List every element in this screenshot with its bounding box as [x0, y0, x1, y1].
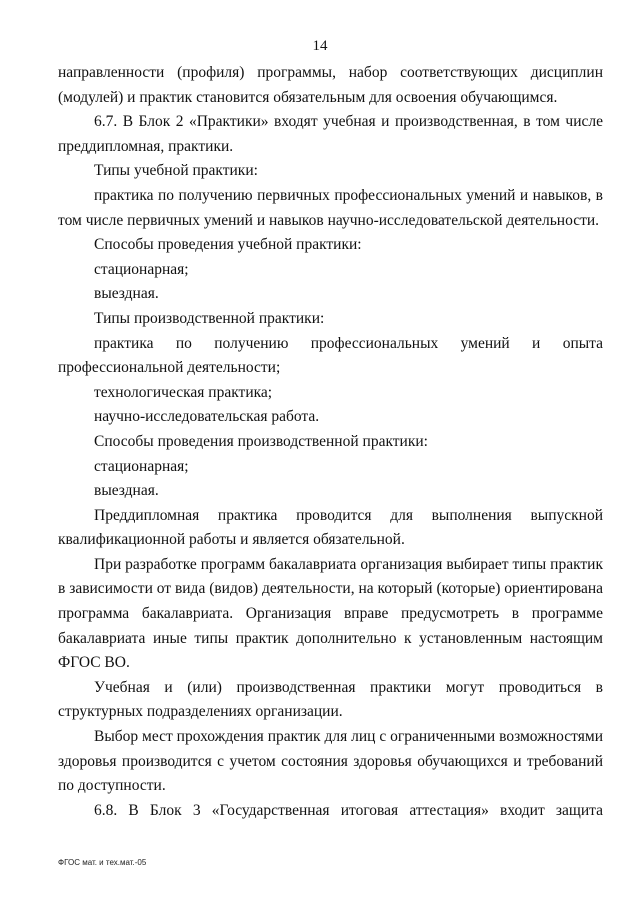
- paragraph: Выбор мест прохождения практик для лиц с ограниченными возможностями здоровья производится с учетом состояния здоровья обучающихся и требований по доступности.: [58, 728, 603, 795]
- paragraph: 6.8. В Блок 3 «Государственная итоговая аттестация» входит защита: [94, 801, 603, 819]
- paragraph: Типы учебной практики:: [94, 162, 258, 180]
- paragraph: стационарная;: [94, 260, 189, 278]
- document-body: [58, 61, 603, 823]
- paragraph: Учебная и (или) производственная практики могут проводиться в структурных подразделениях организации.: [58, 678, 603, 721]
- paragraph: технологическая практика;: [94, 383, 273, 401]
- paragraph: Способы проведения производственной практики:: [94, 432, 428, 450]
- paragraph: выездная.: [94, 482, 159, 500]
- paragraph: направленности (профиля) программы, набор соответствующих дисциплин (модулей) и практик становится обязательным для освоения обучающимся.: [58, 64, 603, 106]
- paragraph: Типы производственной практики:: [94, 309, 325, 327]
- paragraph: Способы проведения учебной практики:: [94, 236, 362, 254]
- page-footer: ФГОС мат. и тех.мат.-05: [58, 858, 147, 867]
- page-number: 14: [312, 38, 328, 54]
- paragraph: выездная.: [94, 285, 159, 303]
- paragraph: 6.7. В Блок 2 «Практики» входят учебная и производственная, в том числе преддипломная, практики.: [58, 113, 603, 155]
- paragraph: практика по получению первичных профессиональных умений и навыков, в том числе первичных умений и навыков научно-исследовательской деятельности.: [58, 186, 603, 229]
- paragraph: стационарная;: [94, 457, 189, 475]
- paragraph: Преддипломная практика проводится для выполнения выпускной квалификационной работы и является обязательной.: [58, 506, 603, 549]
- paragraph: практика по получению профессиональных умений и опыта профессиональной деятельности;: [58, 334, 603, 377]
- paragraph: При разработке программ бакалавриата организация выбирает типы практик в зависимости от вида (видов) деятельности, на который (которые) ориентирована программа бакалавриата. Организация вправе предусмотреть в программе бакалавриата иные типы практик дополнительно к установленным настоящим ФГОС ВО.: [58, 555, 603, 672]
- paragraph: научно-исследовательская работа.: [94, 408, 320, 426]
